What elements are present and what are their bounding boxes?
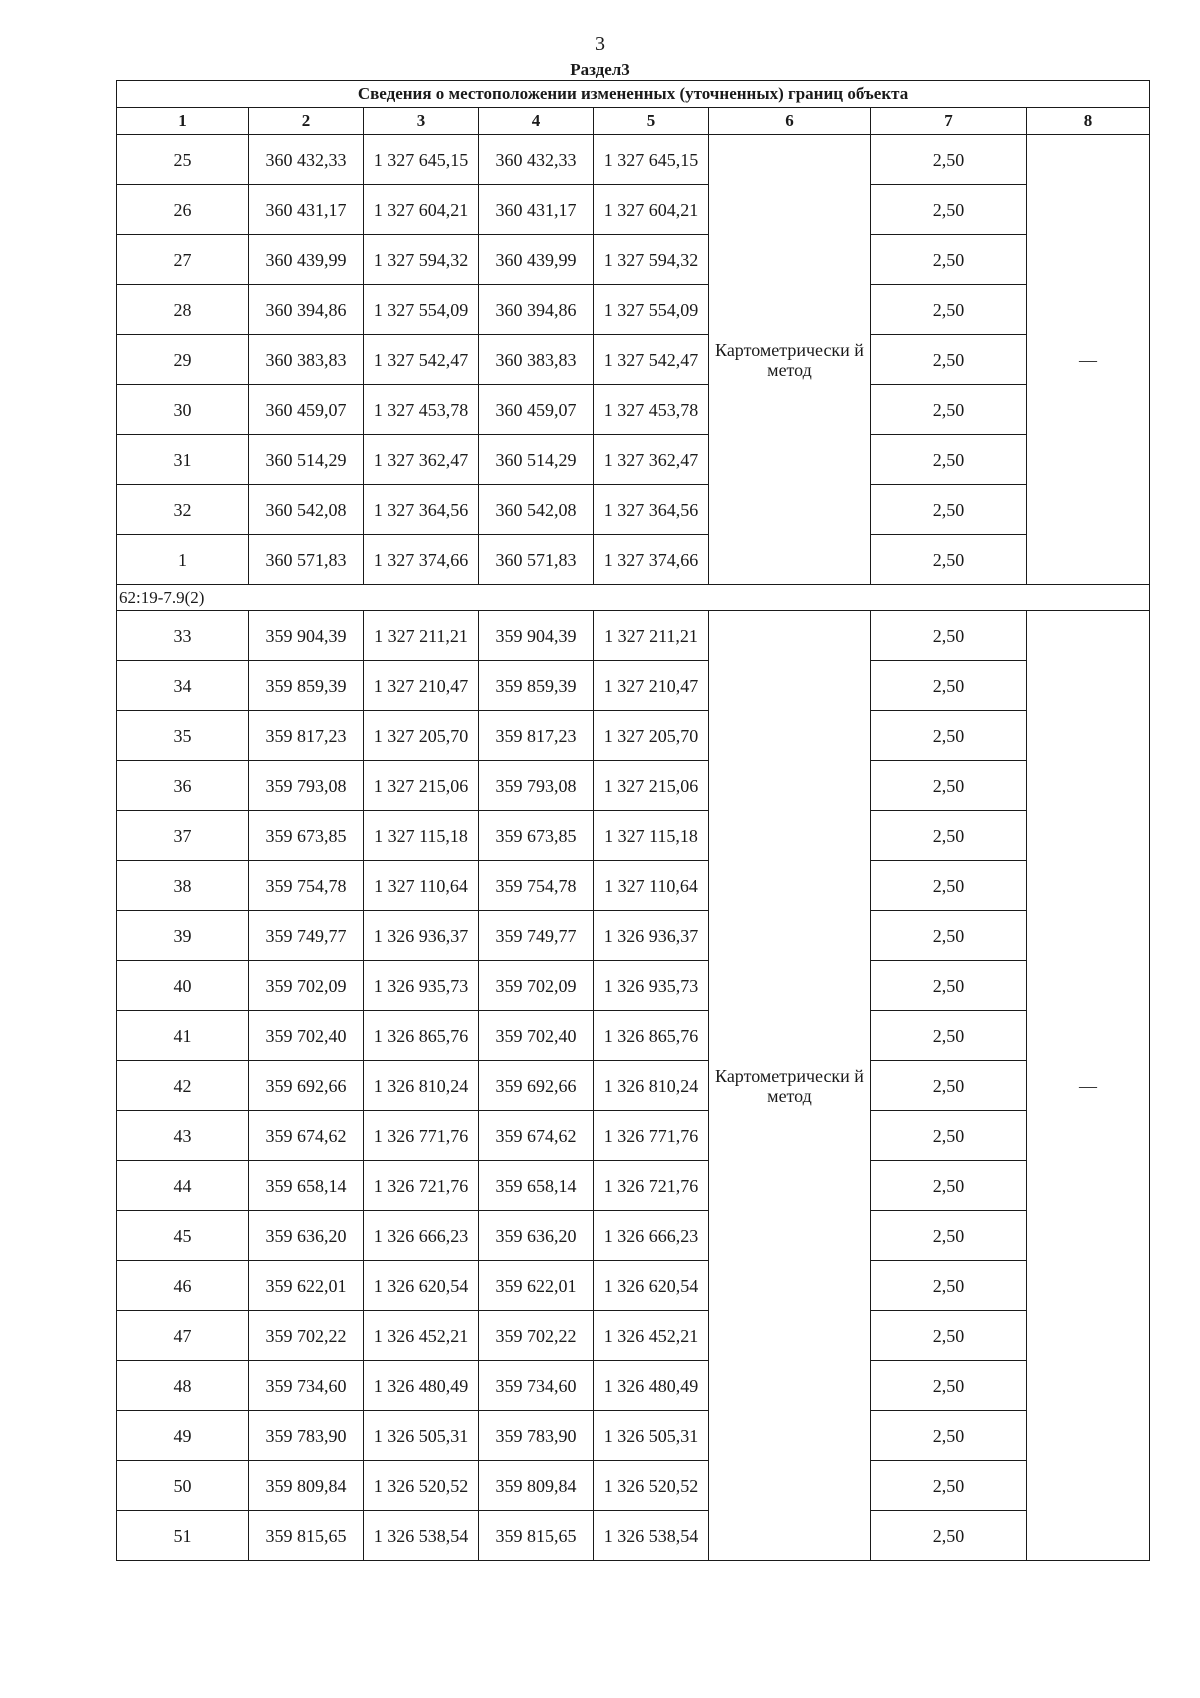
point-number-cell: 42 <box>117 1061 249 1111</box>
point-number-cell: 27 <box>117 235 249 285</box>
precision-cell: 2,50 <box>871 485 1027 535</box>
x-existing-cell: 359 793,08 <box>249 761 364 811</box>
y-existing-cell: 1 327 374,66 <box>364 535 479 585</box>
x-refined-cell: 359 734,60 <box>479 1361 594 1411</box>
y-refined-cell: 1 327 364,56 <box>594 485 709 535</box>
point-number-cell: 37 <box>117 811 249 861</box>
y-refined-cell: 1 326 538,54 <box>594 1511 709 1561</box>
x-refined-cell: 359 793,08 <box>479 761 594 811</box>
y-existing-cell: 1 327 211,21 <box>364 611 479 661</box>
note-cell: — <box>1027 611 1150 1561</box>
column-number: 3 <box>364 108 479 135</box>
y-refined-cell: 1 327 115,18 <box>594 811 709 861</box>
y-existing-cell: 1 326 505,31 <box>364 1411 479 1461</box>
precision-cell: 2,50 <box>871 1061 1027 1111</box>
precision-cell: 2,50 <box>871 1261 1027 1311</box>
y-existing-cell: 1 326 620,54 <box>364 1261 479 1311</box>
y-refined-cell: 1 326 865,76 <box>594 1011 709 1061</box>
point-number-cell: 36 <box>117 761 249 811</box>
column-number: 5 <box>594 108 709 135</box>
table-row <box>117 911 1150 961</box>
table-caption: Сведения о местоположении измененных (уточненных) границ объекта <box>117 81 1150 108</box>
x-refined-cell: 360 514,29 <box>479 435 594 485</box>
precision-cell: 2,50 <box>871 135 1027 185</box>
x-refined-cell: 359 673,85 <box>479 811 594 861</box>
table-row <box>117 1111 1150 1161</box>
x-refined-cell: 359 622,01 <box>479 1261 594 1311</box>
y-refined-cell: 1 327 362,47 <box>594 435 709 485</box>
point-number-cell: 30 <box>117 385 249 435</box>
x-existing-cell: 359 904,39 <box>249 611 364 661</box>
x-existing-cell: 359 817,23 <box>249 711 364 761</box>
x-refined-cell: 359 749,77 <box>479 911 594 961</box>
table-row <box>117 135 1150 185</box>
point-number-cell: 44 <box>117 1161 249 1211</box>
x-refined-cell: 360 542,08 <box>479 485 594 535</box>
y-existing-cell: 1 326 865,76 <box>364 1011 479 1061</box>
point-number-cell: 39 <box>117 911 249 961</box>
x-existing-cell: 359 749,77 <box>249 911 364 961</box>
y-existing-cell: 1 326 452,21 <box>364 1311 479 1361</box>
x-existing-cell: 359 692,66 <box>249 1061 364 1111</box>
y-existing-cell: 1 327 210,47 <box>364 661 479 711</box>
table-row <box>117 811 1150 861</box>
point-number-cell: 51 <box>117 1511 249 1561</box>
precision-cell: 2,50 <box>871 1361 1027 1411</box>
y-existing-cell: 1 326 480,49 <box>364 1361 479 1411</box>
point-number-cell: 33 <box>117 611 249 661</box>
x-existing-cell: 359 702,09 <box>249 961 364 1011</box>
x-refined-cell: 359 702,09 <box>479 961 594 1011</box>
x-existing-cell: 359 622,01 <box>249 1261 364 1311</box>
y-existing-cell: 1 326 936,37 <box>364 911 479 961</box>
table-row <box>117 185 1150 235</box>
table-row <box>117 1311 1150 1361</box>
y-existing-cell: 1 326 935,73 <box>364 961 479 1011</box>
precision-cell: 2,50 <box>871 1311 1027 1361</box>
y-existing-cell: 1 327 364,56 <box>364 485 479 535</box>
section-title: Раздел3 <box>570 60 630 79</box>
point-number-cell: 28 <box>117 285 249 335</box>
y-refined-cell: 1 326 810,24 <box>594 1061 709 1111</box>
table-row <box>117 1011 1150 1061</box>
x-existing-cell: 360 459,07 <box>249 385 364 435</box>
y-refined-cell: 1 326 721,76 <box>594 1161 709 1211</box>
y-refined-cell: 1 327 110,64 <box>594 861 709 911</box>
precision-cell: 2,50 <box>871 435 1027 485</box>
column-number: 2 <box>249 108 364 135</box>
x-existing-cell: 359 636,20 <box>249 1211 364 1261</box>
point-number-cell: 45 <box>117 1211 249 1261</box>
point-number-cell: 41 <box>117 1011 249 1061</box>
precision-cell: 2,50 <box>871 911 1027 961</box>
table-row <box>117 1061 1150 1111</box>
x-existing-cell: 360 542,08 <box>249 485 364 535</box>
y-refined-cell: 1 326 505,31 <box>594 1411 709 1461</box>
table-row <box>117 1261 1150 1311</box>
x-existing-cell: 359 674,62 <box>249 1111 364 1161</box>
precision-cell: 2,50 <box>871 1511 1027 1561</box>
precision-cell: 2,50 <box>871 811 1027 861</box>
x-existing-cell: 360 383,83 <box>249 335 364 385</box>
precision-cell: 2,50 <box>871 1411 1027 1461</box>
y-existing-cell: 1 326 771,76 <box>364 1111 479 1161</box>
x-existing-cell: 359 859,39 <box>249 661 364 711</box>
y-existing-cell: 1 326 721,76 <box>364 1161 479 1211</box>
point-number-cell: 40 <box>117 961 249 1011</box>
table-row <box>117 435 1150 485</box>
group-label-row <box>117 585 1150 611</box>
x-refined-cell: 360 432,33 <box>479 135 594 185</box>
y-existing-cell: 1 327 115,18 <box>364 811 479 861</box>
precision-cell: 2,50 <box>871 761 1027 811</box>
x-refined-cell: 359 702,40 <box>479 1011 594 1061</box>
y-existing-cell: 1 327 215,06 <box>364 761 479 811</box>
y-refined-cell: 1 326 520,52 <box>594 1461 709 1511</box>
precision-cell: 2,50 <box>871 611 1027 661</box>
point-number-cell: 48 <box>117 1361 249 1411</box>
y-existing-cell: 1 327 205,70 <box>364 711 479 761</box>
x-existing-cell: 359 673,85 <box>249 811 364 861</box>
column-number-row <box>117 108 1150 135</box>
table-row <box>117 1211 1150 1261</box>
y-existing-cell: 1 327 110,64 <box>364 861 479 911</box>
point-number-cell: 43 <box>117 1111 249 1161</box>
precision-cell: 2,50 <box>871 711 1027 761</box>
table-row <box>117 485 1150 535</box>
y-refined-cell: 1 327 453,78 <box>594 385 709 435</box>
x-existing-cell: 359 815,65 <box>249 1511 364 1561</box>
x-existing-cell: 360 394,86 <box>249 285 364 335</box>
x-existing-cell: 360 514,29 <box>249 435 364 485</box>
table-row <box>117 235 1150 285</box>
precision-cell: 2,50 <box>871 185 1027 235</box>
method-cell: Картометрически й метод <box>709 135 871 585</box>
precision-cell: 2,50 <box>871 335 1027 385</box>
precision-cell: 2,50 <box>871 861 1027 911</box>
point-number-cell: 46 <box>117 1261 249 1311</box>
x-refined-cell: 359 692,66 <box>479 1061 594 1111</box>
table-row <box>117 861 1150 911</box>
x-refined-cell: 359 859,39 <box>479 661 594 711</box>
point-number-cell: 49 <box>117 1411 249 1461</box>
method-cell: Картометрически й метод <box>709 611 871 1561</box>
precision-cell: 2,50 <box>871 285 1027 335</box>
x-refined-cell: 360 383,83 <box>479 335 594 385</box>
y-existing-cell: 1 327 594,32 <box>364 235 479 285</box>
y-refined-cell: 1 327 215,06 <box>594 761 709 811</box>
table-row <box>117 1411 1150 1461</box>
precision-cell: 2,50 <box>871 1011 1027 1061</box>
x-refined-cell: 359 702,22 <box>479 1311 594 1361</box>
x-existing-cell: 359 702,40 <box>249 1011 364 1061</box>
table-row <box>117 611 1150 661</box>
y-refined-cell: 1 327 205,70 <box>594 711 709 761</box>
table-row <box>117 385 1150 435</box>
precision-cell: 2,50 <box>871 1461 1027 1511</box>
table-row <box>117 1461 1150 1511</box>
x-existing-cell: 359 734,60 <box>249 1361 364 1411</box>
x-existing-cell: 360 439,99 <box>249 235 364 285</box>
point-number-cell: 38 <box>117 861 249 911</box>
x-refined-cell: 360 431,17 <box>479 185 594 235</box>
y-refined-cell: 1 326 620,54 <box>594 1261 709 1311</box>
x-refined-cell: 359 904,39 <box>479 611 594 661</box>
column-number: 1 <box>117 108 249 135</box>
point-number-cell: 35 <box>117 711 249 761</box>
point-number-cell: 50 <box>117 1461 249 1511</box>
precision-cell: 2,50 <box>871 1111 1027 1161</box>
table-row <box>117 285 1150 335</box>
precision-cell: 2,50 <box>871 961 1027 1011</box>
y-refined-cell: 1 327 554,09 <box>594 285 709 335</box>
table-row <box>117 661 1150 711</box>
table-row <box>117 1161 1150 1211</box>
x-existing-cell: 359 809,84 <box>249 1461 364 1511</box>
table-row <box>117 761 1150 811</box>
x-refined-cell: 360 439,99 <box>479 235 594 285</box>
table-row <box>117 1361 1150 1411</box>
y-existing-cell: 1 327 645,15 <box>364 135 479 185</box>
x-refined-cell: 359 658,14 <box>479 1161 594 1211</box>
x-refined-cell: 359 674,62 <box>479 1111 594 1161</box>
y-refined-cell: 1 326 452,21 <box>594 1311 709 1361</box>
y-existing-cell: 1 327 554,09 <box>364 285 479 335</box>
x-refined-cell: 359 817,23 <box>479 711 594 761</box>
page-number: 3 <box>595 33 605 55</box>
x-refined-cell: 359 809,84 <box>479 1461 594 1511</box>
y-refined-cell: 1 326 936,37 <box>594 911 709 961</box>
y-refined-cell: 1 327 594,32 <box>594 235 709 285</box>
precision-cell: 2,50 <box>871 535 1027 585</box>
table-body <box>117 135 1150 1561</box>
point-number-cell: 47 <box>117 1311 249 1361</box>
column-number: 6 <box>709 108 871 135</box>
group-label: 62:19-7.9(2) <box>117 585 1150 611</box>
column-number: 7 <box>871 108 1027 135</box>
y-existing-cell: 1 326 538,54 <box>364 1511 479 1561</box>
x-existing-cell: 359 702,22 <box>249 1311 364 1361</box>
y-existing-cell: 1 326 810,24 <box>364 1061 479 1111</box>
precision-cell: 2,50 <box>871 1161 1027 1211</box>
x-refined-cell: 359 636,20 <box>479 1211 594 1261</box>
y-refined-cell: 1 326 666,23 <box>594 1211 709 1261</box>
x-existing-cell: 359 754,78 <box>249 861 364 911</box>
y-existing-cell: 1 326 666,23 <box>364 1211 479 1261</box>
x-refined-cell: 360 394,86 <box>479 285 594 335</box>
point-number-cell: 31 <box>117 435 249 485</box>
x-existing-cell: 359 658,14 <box>249 1161 364 1211</box>
table-row <box>117 961 1150 1011</box>
point-number-cell: 26 <box>117 185 249 235</box>
coordinates-table <box>116 80 1150 1561</box>
y-refined-cell: 1 327 542,47 <box>594 335 709 385</box>
table-row <box>117 335 1150 385</box>
x-existing-cell: 360 571,83 <box>249 535 364 585</box>
x-refined-cell: 359 815,65 <box>479 1511 594 1561</box>
y-existing-cell: 1 327 604,21 <box>364 185 479 235</box>
x-refined-cell: 359 754,78 <box>479 861 594 911</box>
x-existing-cell: 360 432,33 <box>249 135 364 185</box>
y-refined-cell: 1 327 211,21 <box>594 611 709 661</box>
precision-cell: 2,50 <box>871 235 1027 285</box>
y-refined-cell: 1 326 480,49 <box>594 1361 709 1411</box>
table-row <box>117 711 1150 761</box>
point-number-cell: 1 <box>117 535 249 585</box>
x-existing-cell: 360 431,17 <box>249 185 364 235</box>
y-existing-cell: 1 327 362,47 <box>364 435 479 485</box>
y-refined-cell: 1 326 935,73 <box>594 961 709 1011</box>
table-row <box>117 1511 1150 1561</box>
precision-cell: 2,50 <box>871 661 1027 711</box>
x-refined-cell: 359 783,90 <box>479 1411 594 1461</box>
precision-cell: 2,50 <box>871 1211 1027 1261</box>
y-existing-cell: 1 326 520,52 <box>364 1461 479 1511</box>
x-refined-cell: 360 459,07 <box>479 385 594 435</box>
y-refined-cell: 1 327 374,66 <box>594 535 709 585</box>
y-existing-cell: 1 327 542,47 <box>364 335 479 385</box>
x-refined-cell: 360 571,83 <box>479 535 594 585</box>
y-refined-cell: 1 327 210,47 <box>594 661 709 711</box>
table-row <box>117 535 1150 585</box>
y-refined-cell: 1 327 604,21 <box>594 185 709 235</box>
y-existing-cell: 1 327 453,78 <box>364 385 479 435</box>
column-number: 8 <box>1027 108 1150 135</box>
point-number-cell: 29 <box>117 335 249 385</box>
x-existing-cell: 359 783,90 <box>249 1411 364 1461</box>
y-refined-cell: 1 327 645,15 <box>594 135 709 185</box>
precision-cell: 2,50 <box>871 385 1027 435</box>
note-cell: — <box>1027 135 1150 585</box>
y-refined-cell: 1 326 771,76 <box>594 1111 709 1161</box>
point-number-cell: 32 <box>117 485 249 535</box>
point-number-cell: 34 <box>117 661 249 711</box>
column-number: 4 <box>479 108 594 135</box>
point-number-cell: 25 <box>117 135 249 185</box>
